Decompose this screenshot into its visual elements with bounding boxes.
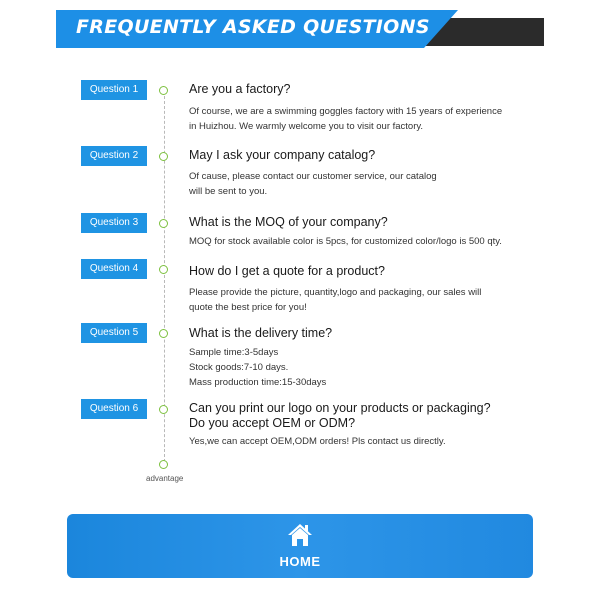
answer-line: Of cause, please contact our customer service, our catalog <box>189 171 437 182</box>
question-tag-2: Question 2 <box>81 146 147 166</box>
house-icon <box>287 522 313 548</box>
timeline-dot <box>159 219 168 228</box>
answer-line: Sample time:3-5days <box>189 347 279 358</box>
answer-line: will be sent to you. <box>189 186 268 197</box>
answer-text <box>189 169 539 199</box>
question-title <box>189 82 290 97</box>
answer-text <box>189 104 539 134</box>
timeline-dot <box>159 405 168 414</box>
answer-text <box>189 434 539 449</box>
question-title <box>189 148 375 163</box>
question-line: What is the MOQ of your company? <box>189 215 388 229</box>
answer-text <box>189 345 539 390</box>
answer-line: MOQ for stock available color is 5pcs, for customized color/logo is 500 qty. <box>189 236 502 247</box>
answer-line: in Huizhou. We warmly welcome you to visit our factory. <box>189 121 424 132</box>
timeline-dot <box>159 86 168 95</box>
question-line: What is the delivery time? <box>189 326 333 340</box>
question-line: May I ask your company catalog? <box>189 148 376 162</box>
timeline-end-dot <box>159 460 168 469</box>
timeline-end-label: advantage <box>146 474 184 483</box>
question-title <box>189 326 332 341</box>
question-line: How do I get a quote for a product? <box>189 264 385 278</box>
question-tag-6: Question 6 <box>81 399 147 419</box>
question-tag-5: Question 5 <box>81 323 147 343</box>
answer-line: Of course, we are a swimming goggles factory with 15 years of experience <box>189 106 503 117</box>
answer-text <box>189 285 539 315</box>
question-title <box>189 215 388 230</box>
answer-line: Mass production time:15-30days <box>189 377 327 388</box>
question-title <box>189 264 385 279</box>
answer-line: Please provide the picture, quantity,logo and packaging, our sales will <box>189 287 482 298</box>
answer-line: quote the best price for you! <box>189 302 307 313</box>
answer-text <box>189 234 539 249</box>
home-label[interactable]: HOME <box>279 554 321 569</box>
question-tag-1: Question 1 <box>81 80 147 100</box>
question-line: Can you print our logo on your products or packaging? <box>189 401 491 415</box>
faq-banner <box>56 10 544 48</box>
timeline-dot <box>159 265 168 274</box>
timeline-dot <box>159 329 168 338</box>
question-tag-3: Question 3 <box>81 213 147 233</box>
answer-line: Yes,we can accept OEM,ODM orders! Pls contact us directly. <box>189 436 446 447</box>
question-title <box>189 401 491 431</box>
question-tag-4: Question 4 <box>81 259 147 279</box>
page-title: FREQUENTLY ASKED QUESTIONS <box>76 16 430 38</box>
question-line: Are you a factory? <box>189 82 291 96</box>
answer-line: Stock goods:7-10 days. <box>189 362 289 373</box>
question-line: Do you accept OEM or ODM? <box>189 416 356 430</box>
timeline-dot <box>159 152 168 161</box>
